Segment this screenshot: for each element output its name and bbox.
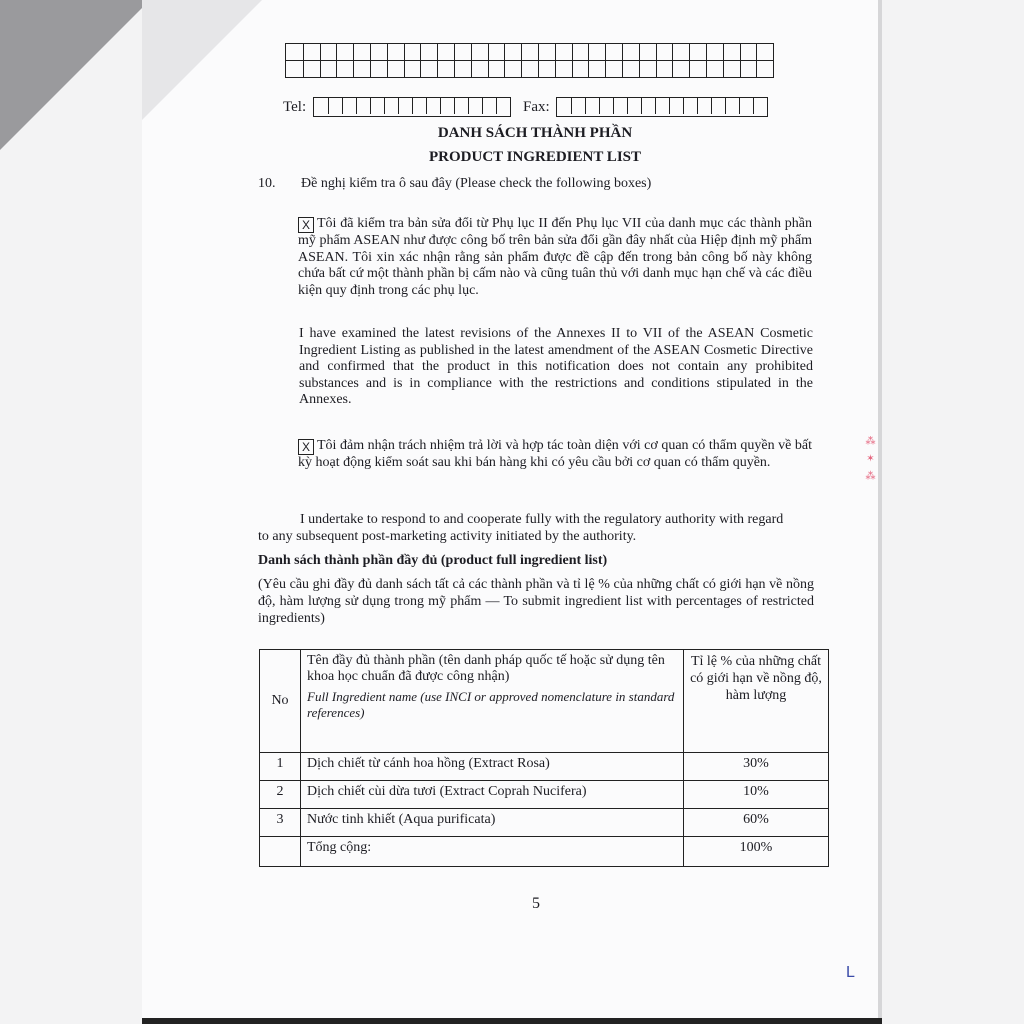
page-fold-corner [142, 0, 262, 120]
grid-cell [370, 61, 387, 77]
grid-cell [353, 61, 370, 77]
grid-cell [426, 98, 440, 114]
total-value: 100% [684, 837, 829, 867]
row-name: Dịch chiết cùi dừa tươi (Extract Coprah Nucifera) [301, 781, 684, 809]
grid-cell [538, 44, 555, 60]
section-number: 10. [258, 176, 276, 191]
declaration-1-en: I have examined the latest revisions of the Annexes II to VII of the ASEAN Cosmetic Ingredient Listing as published in the latest amendment of the ASEAN Cosmetic Directive and confirmed that the product in this notification does not contain any prohibited substances and is in compliance with the restrictions and conditions stipulated in the Annexes. [299, 326, 813, 407]
declaration-1-vn-text: Tôi đã kiểm tra bản sửa đổi từ Phụ lục II đến Phụ lục VII của danh mục các thành phần mỹ phẩm ASEAN như được công bố trên bản sửa đổi gần đây nhất của Hiệp định mỹ phẩm ASEAN. Tôi xin xác nhận rằng sản phẩm được đề cập đến trong bản công bố này không chứa bất cứ một thành phần bị cấm nào và cũng tuân thủ với danh mục hạn chế và các điều kiện quy định trong các phụ lục. [298, 216, 812, 298]
grid-cell [342, 98, 356, 114]
grid-cell [504, 44, 521, 60]
page-number: 5 [532, 895, 540, 912]
table-row [260, 781, 829, 809]
grid-cell [689, 61, 706, 77]
ingredient-table [259, 649, 829, 867]
grid-cell [605, 61, 622, 77]
row-pct: 10% [684, 781, 829, 809]
grid-cell [656, 44, 673, 60]
red-stamp-mark: ⁂ ✶ ⁂ [865, 436, 876, 484]
grid-cell [320, 44, 337, 60]
full-list-heading: Danh sách thành phần đầy đủ (product full ingredient list) [258, 553, 608, 568]
grid-cell [286, 44, 303, 60]
grid-cell [370, 44, 387, 60]
full-list-note: (Yêu cầu ghi đầy đủ danh sách tất cả các thành phần và tỉ lệ % của những chất có giới hạn về nồng độ, hàm lượng sử dụng trong mỹ phẩm — To submit ingredient list with percentages of restricted ingredients) [258, 577, 814, 626]
header-name-en: Full Ingredient name (use INCI or approved nomenclature in standard references) [307, 689, 675, 720]
grid-cell [404, 61, 421, 77]
grid-cell [488, 61, 505, 77]
grid-cell [504, 61, 521, 77]
grid-cell [672, 44, 689, 60]
total-label: Tổng cộng: [301, 837, 684, 867]
grid-cell [286, 61, 303, 77]
grid-cell [555, 61, 572, 77]
grid-cell [706, 44, 723, 60]
grid-cell [370, 98, 384, 114]
grid-cell [482, 98, 496, 114]
declaration-2-en-line1: I undertake to respond to and cooperate fully with the regulatory authority with regard [300, 512, 784, 527]
grid-cell [639, 61, 656, 77]
grid-cell [723, 61, 740, 77]
row-no: 1 [260, 753, 301, 781]
grid-cell [740, 44, 757, 60]
declaration-2-vn [298, 438, 812, 472]
grid-cell [454, 98, 468, 114]
declaration-1-checkbox[interactable]: X [298, 217, 314, 233]
grid-cell [555, 44, 572, 60]
grid-cell [622, 61, 639, 77]
grid-cell [454, 44, 471, 60]
grid-cell [740, 61, 757, 77]
grid-cell [669, 98, 683, 114]
fax-label: Fax: [523, 99, 550, 115]
grid-cell [639, 44, 656, 60]
header-name-vn: Tên đầy đủ thành phần (tên danh pháp quốc tế hoặc sử dụng tên khoa học chuẩn đã được công nhận) [307, 653, 665, 684]
grid-cell [672, 61, 689, 77]
grid-cell [488, 44, 505, 60]
grid-cell [641, 98, 655, 114]
grid-cell [336, 44, 353, 60]
row-pct: 60% [684, 809, 829, 837]
table-header-row [260, 650, 829, 753]
grid-cell [398, 98, 412, 114]
table-row [260, 809, 829, 837]
grid-cell [356, 98, 370, 114]
grid-cell [336, 61, 353, 77]
row-no: 3 [260, 809, 301, 837]
grid-cell [656, 61, 673, 77]
grid-cell [753, 98, 767, 114]
declaration-2-en-line2: to any subsequent post-marketing activity initiated by the authority. [258, 529, 637, 544]
grid-cell [404, 44, 421, 60]
table-row [260, 753, 829, 781]
grid-cell [613, 98, 627, 114]
tel-boxes [313, 97, 511, 117]
grid-cell [572, 44, 589, 60]
grid-cell [689, 44, 706, 60]
grid-cell [440, 98, 454, 114]
grid-cell [437, 61, 454, 77]
row-name: Nước tinh khiết (Aqua purificata) [301, 809, 684, 837]
page-fold-shadow [0, 0, 150, 150]
grid-cell [384, 98, 398, 114]
grid-cell [557, 98, 571, 114]
grid-cell [320, 61, 337, 77]
grid-cell [521, 61, 538, 77]
grid-cell [328, 98, 342, 114]
tel-label: Tel: [283, 99, 307, 115]
grid-cell [723, 44, 740, 60]
grid-cell [571, 98, 585, 114]
grid-cell [585, 98, 599, 114]
header-pct: Tỉ lệ % của những chất có giới hạn về nồng độ, hàm lượng [684, 650, 829, 753]
table-total-row [260, 837, 829, 867]
grid-cell [303, 61, 320, 77]
corner-handwritten-mark: L [846, 964, 855, 981]
grid-cell [572, 61, 589, 77]
grid-cell [387, 44, 404, 60]
grid-cell [412, 98, 426, 114]
grid-cell [683, 98, 697, 114]
row-no: 2 [260, 781, 301, 809]
grid-cell [627, 98, 641, 114]
header-no: No [260, 650, 301, 753]
grid-cell [471, 44, 488, 60]
grid-cell [314, 98, 328, 114]
section-instruction: Đề nghị kiểm tra ô sau đây (Please check the following boxes) [301, 176, 652, 191]
grid-cell [420, 61, 437, 77]
title-en: PRODUCT INGREDIENT LIST [429, 149, 641, 165]
grid-cell [605, 44, 622, 60]
grid-cell [711, 98, 725, 114]
grid-cell [725, 98, 739, 114]
grid-cell [538, 61, 555, 77]
declaration-2-checkbox[interactable]: X [298, 439, 314, 455]
title-vn: DANH SÁCH THÀNH PHẦN [437, 125, 633, 141]
grid-cell [697, 98, 711, 114]
declaration-1-vn [298, 216, 812, 299]
grid-cell [437, 44, 454, 60]
grid-cell [387, 61, 404, 77]
grid-cell [622, 44, 639, 60]
grid-cell [588, 61, 605, 77]
grid-cell [756, 44, 773, 60]
grid-cell [303, 44, 320, 60]
grid-cell [599, 98, 613, 114]
grid-cell [756, 61, 773, 77]
fax-boxes [556, 97, 768, 117]
grid-cell [588, 44, 605, 60]
row-pct: 30% [684, 753, 829, 781]
grid-cell [454, 61, 471, 77]
grid-cell [420, 44, 437, 60]
grid-cell [496, 98, 510, 114]
header-name [301, 650, 684, 753]
declaration-2-vn-text: Tôi đảm nhận trách nhiệm trả lời và hợp tác toàn diện với cơ quan có thẩm quyền về bất kỳ hoạt động kiểm soát sau khi bán hàng khi có yêu cầu bởi cơ quan có thẩm quyền. [298, 438, 812, 470]
grid-cell [739, 98, 753, 114]
total-no [260, 837, 301, 867]
grid-cell [468, 98, 482, 114]
grid-cell [471, 61, 488, 77]
grid-cell [655, 98, 669, 114]
scan-border [142, 1018, 882, 1024]
page-edge [878, 0, 882, 1024]
grid-cell [521, 44, 538, 60]
grid-cell [353, 44, 370, 60]
address-grid [285, 43, 774, 78]
grid-cell [706, 61, 723, 77]
row-name: Dịch chiết từ cánh hoa hồng (Extract Rosa) [301, 753, 684, 781]
